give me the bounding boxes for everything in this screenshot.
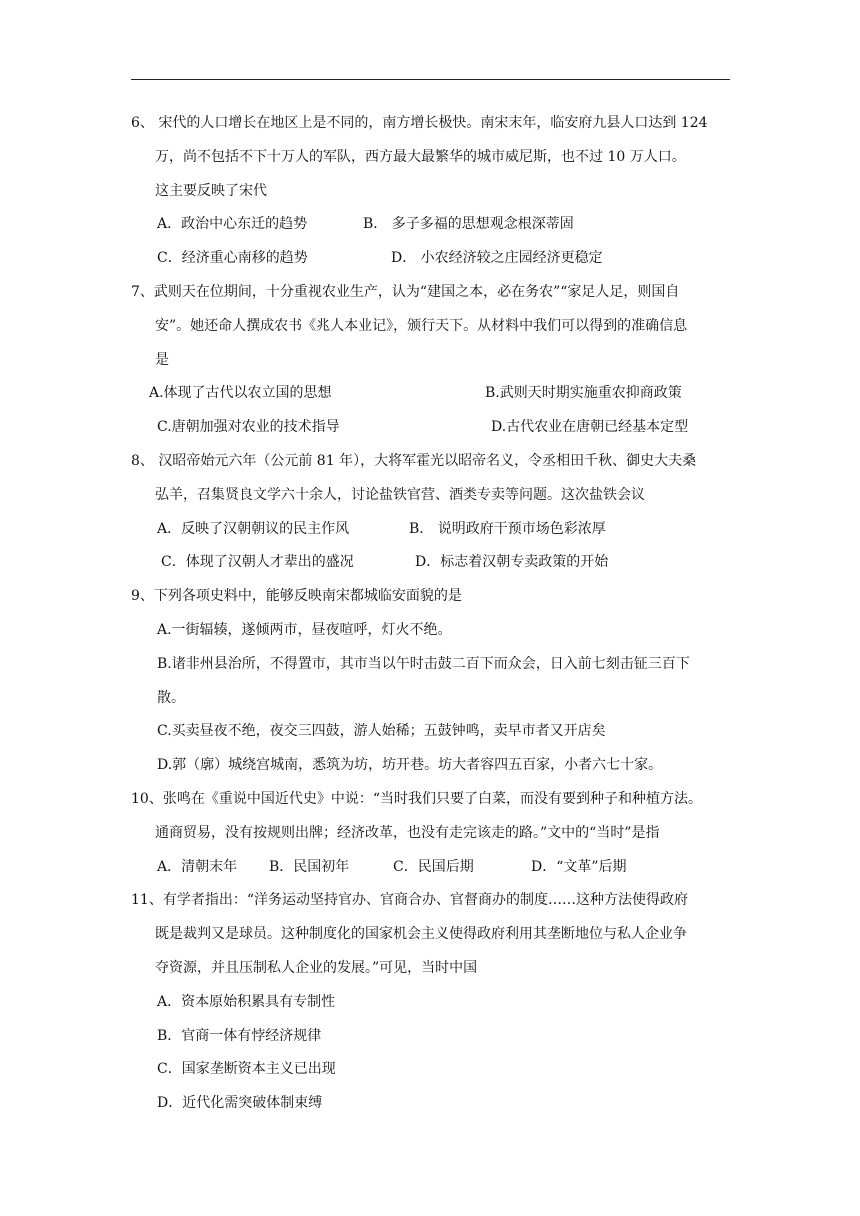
exam-page bbox=[131, 107, 741, 1121]
question-6-stem-line-1: 6、 宋代的人口增长在地区上是不同的，南方增长极快。南宋末年，临安府九县人口达到 124 bbox=[131, 115, 708, 131]
question-11 bbox=[131, 884, 741, 1121]
question-6-option-b[interactable]: B． 多子多福的思想观念根深蒂固 bbox=[363, 216, 574, 233]
question-7-stem-line-3: 是 bbox=[155, 351, 169, 368]
question-6 bbox=[131, 107, 741, 276]
question-6-stem-line-2: 万，尚不包括不下十万人的军队，西方最大最繁华的城市威尼斯，也不过 10 万人口。 bbox=[155, 148, 686, 165]
question-10 bbox=[131, 783, 741, 884]
question-10-stem-line-1: 10、张鸣在《重说中国近代史》中说：“当时我们只要了白菜，而没有要到种子和种植方法。 bbox=[131, 790, 702, 807]
question-7-option-d[interactable]: D.古代农业在唐朝已经基本定型 bbox=[491, 419, 689, 436]
question-8-stem-line-1: 8、 汉昭帝始元六年（公元前 81 年），大将军霍光以昭帝名义，令丞相田千秋、御史大夫桑 bbox=[131, 452, 697, 469]
question-11-stem-line-1: 11、有学者指出：“洋务运动坚持官办、官商合办、官督商办的制度……这种方法使得政府 bbox=[131, 892, 688, 909]
question-11-option-a[interactable]: A．资本原始积累具有专制性 bbox=[157, 993, 336, 1010]
question-8-option-b[interactable]: B． 说明政府干预市场色彩浓厚 bbox=[409, 520, 606, 537]
question-8-option-d[interactable]: D．标志着汉朝专卖政策的开始 bbox=[415, 554, 609, 571]
question-8-option-a[interactable]: A．反映了汉朝朝议的民主作风 bbox=[157, 520, 350, 537]
question-6-option-d[interactable]: D． 小农经济较之庄园经济更稳定 bbox=[391, 250, 603, 267]
question-6-option-a[interactable]: A．政治中心东迁的趋势 bbox=[157, 216, 308, 233]
question-9-option-b[interactable]: B.诸非州县治所，不得置市，其市当以午时击鼓二百下而众会，日入前七刻击钲三百下 bbox=[157, 655, 690, 672]
question-6-stem-line-3: 这主要反映了宋代 bbox=[155, 182, 267, 199]
question-11-stem-line-2: 既是裁判又是球员。这种制度化的国家机会主义使得政府利用其垄断地位与私人企业争 bbox=[155, 926, 687, 943]
question-9-option-a[interactable]: A.一街辐辏，遂倾两市，昼夜喧呼，灯火不绝。 bbox=[157, 621, 452, 638]
question-7 bbox=[131, 276, 741, 445]
question-7-stem-line-1: 7、武则天在位期间，十分重视农业生产，认为“建国之本，必在务农”“家足人足，则国自 bbox=[131, 283, 680, 300]
question-11-option-b[interactable]: B．官商一体有悖经济规律 bbox=[157, 1027, 322, 1044]
question-9-option-c[interactable]: C.买卖昼夜不绝，夜交三四鼓，游人始稀；五鼓钟鸣，卖早市者又开店矣 bbox=[157, 723, 606, 740]
question-9-option-b-continued: 散。 bbox=[157, 689, 185, 706]
question-7-option-c[interactable]: C.唐朝加强对农业的技术指导 bbox=[157, 419, 340, 436]
question-10-stem-line-2: 通商贸易，没有按规则出牌；经济改革，也没有走完该走的路。”文中的“当时”是指 bbox=[155, 824, 660, 841]
question-8-stem-line-2: 弘羊，召集贤良文学六十余人，讨论盐铁官营、酒类专卖等问题。这次盐铁会议 bbox=[155, 486, 645, 503]
question-10-option-d[interactable]: D．“文革”后期 bbox=[531, 858, 627, 875]
question-10-option-c[interactable]: C．民国后期 bbox=[393, 858, 474, 875]
question-11-option-d[interactable]: D．近代化需突破体制束缚 bbox=[157, 1095, 323, 1112]
question-8-option-c[interactable]: C．体现了汉朝人才辈出的盛况 bbox=[161, 554, 354, 571]
question-9 bbox=[131, 580, 741, 783]
question-10-option-a[interactable]: A．清朝末年 bbox=[157, 858, 238, 875]
question-11-stem-line-3: 夺资源，并且压制私人企业的发展。”可见，当时中国 bbox=[155, 959, 478, 976]
question-10-option-b[interactable]: B．民国初年 bbox=[269, 858, 350, 875]
header-rule bbox=[131, 79, 730, 80]
question-11-option-c[interactable]: C．国家垄断资本主义已出现 bbox=[157, 1061, 336, 1078]
question-9-option-d[interactable]: D.郭（廓）城绕宫城南，悉筑为坊，坊开巷。坊大者容四五百家，小者六七十家。 bbox=[157, 757, 663, 774]
question-9-stem-line-1: 9、下列各项史料中，能够反映南宋都城临安面貌的是 bbox=[131, 588, 462, 605]
question-7-stem-line-2: 安”。她还命人撰成农书《兆人本业记》，颁行天下。从材料中我们可以得到的准确信息 bbox=[155, 317, 688, 334]
question-6-option-c[interactable]: C．经济重心南移的趋势 bbox=[157, 250, 308, 267]
question-7-option-a[interactable]: A.体现了古代以农立国的思想 bbox=[149, 385, 332, 402]
question-7-option-b[interactable]: B.武则天时期实施重农抑商政策 bbox=[485, 385, 682, 402]
question-8 bbox=[131, 445, 741, 580]
